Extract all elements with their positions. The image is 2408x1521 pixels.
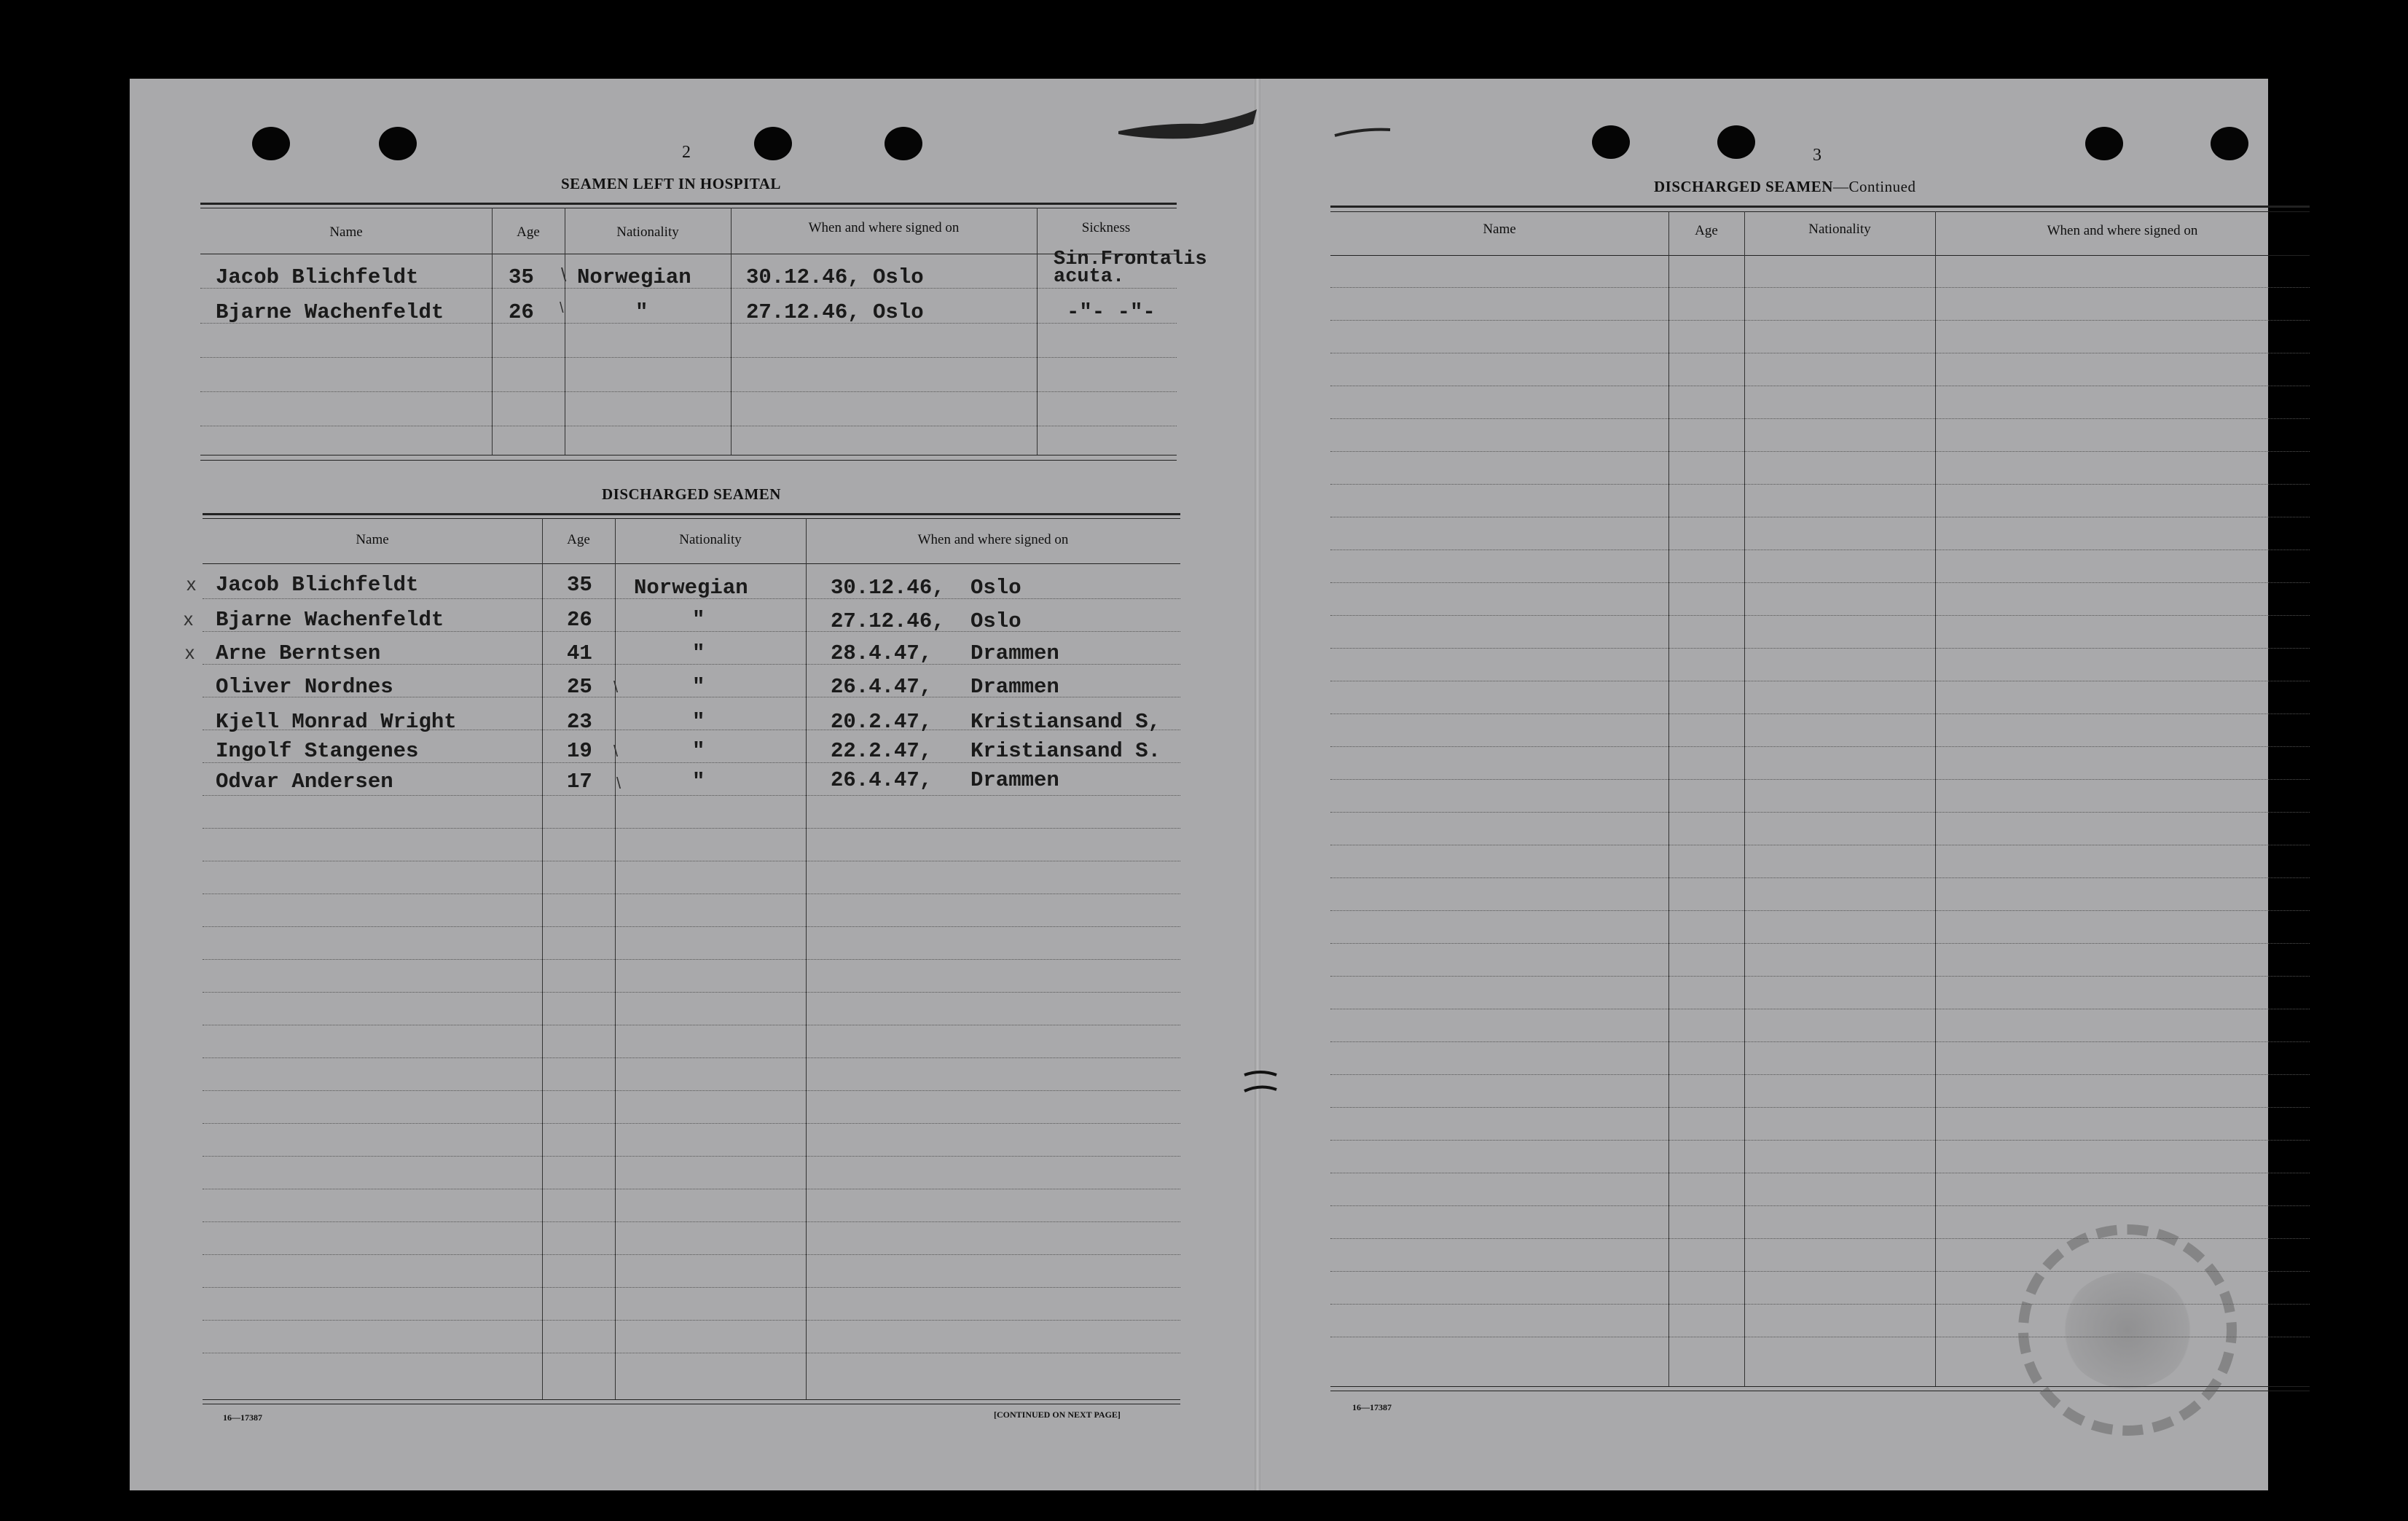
- seaman-signed-date: 30.12.46,: [831, 576, 945, 600]
- seaman-name: Ingolf Stangenes: [216, 739, 419, 763]
- x-mark: x: [184, 608, 193, 630]
- seaman-nationality: ": [692, 710, 705, 734]
- continued-note: [CONTINUED ON NEXT PAGE]: [994, 1409, 1121, 1420]
- hospital-age: 26: [509, 300, 534, 324]
- col-header-name: Name: [329, 224, 363, 240]
- seaman-name: Arne Berntsen: [216, 641, 381, 665]
- punch-hole: [2211, 127, 2248, 160]
- hospital-age: 35: [509, 265, 534, 289]
- seaman-signed-place: Kristiansand S.: [970, 739, 1161, 763]
- seaman-age: 35: [567, 573, 592, 597]
- seaman-nationality: ": [692, 608, 705, 632]
- seaman-signed-place: Drammen: [970, 641, 1059, 665]
- seaman-signed-date: 28.4.47,: [831, 641, 933, 665]
- seaman-age: 26: [567, 608, 592, 632]
- col-header-age: Age: [1695, 223, 1718, 238]
- seaman-age: 19: [567, 739, 592, 763]
- seaman-nationality: Norwegian: [634, 576, 748, 600]
- seaman-signed-date: 27.12.46,: [831, 609, 945, 633]
- seaman-nationality: ": [692, 675, 705, 699]
- check-mark: \: [613, 678, 619, 696]
- col-header-name: Name: [356, 532, 389, 547]
- check-mark: \: [561, 264, 567, 286]
- col-header-nationality: Nationality: [616, 224, 679, 240]
- hospital-sickness: -"- -"-: [1067, 300, 1156, 324]
- seaman-signed-place: Drammen: [970, 675, 1059, 699]
- x-mark: x: [185, 641, 195, 663]
- pencil-mark: [1333, 122, 1392, 144]
- hospital-signed-on: 27.12.46, Oslo: [746, 300, 924, 324]
- punch-hole: [1592, 125, 1630, 159]
- check-mark: \: [616, 774, 621, 792]
- seaman-age: 17: [567, 770, 592, 794]
- seaman-nationality: ": [692, 641, 705, 665]
- col-header-signed-on: When and where signed on: [2047, 223, 2198, 238]
- seaman-signed-date: 20.2.47,: [831, 710, 933, 734]
- punch-hole: [754, 127, 792, 160]
- x-mark: x: [187, 573, 196, 595]
- discharged-continued-title: [1654, 178, 1915, 196]
- seaman-signed-place: Oslo: [970, 609, 1021, 633]
- hospital-table: [200, 203, 1177, 462]
- hospital-section-title: SEAMEN LEFT IN HOSPITAL: [561, 175, 781, 192]
- seaman-name: Oliver Nordnes: [216, 675, 393, 699]
- hospital-nationality: Norwegian: [577, 265, 691, 289]
- col-header-age: Age: [567, 532, 590, 547]
- punch-hole: [2085, 127, 2123, 160]
- seaman-name: Jacob Blichfeldt: [216, 573, 419, 597]
- check-mark: \: [613, 742, 619, 760]
- col-header-nationality: Nationality: [1808, 222, 1871, 237]
- hospital-nationality: ": [635, 300, 648, 324]
- col-header-age: Age: [517, 224, 540, 240]
- hospital-signed-on: 30.12.46, Oslo: [746, 265, 924, 289]
- seaman-name: Bjarne Wachenfeldt: [216, 608, 444, 632]
- hospital-sickness: Sin.Frontalis acuta.: [1054, 249, 1207, 288]
- col-header-sickness: Sickness: [1081, 220, 1131, 235]
- col-header-signed-on: When and where signed on: [917, 532, 1069, 547]
- seaman-name: Odvar Andersen: [216, 770, 393, 794]
- check-mark: \: [560, 300, 564, 316]
- seaman-age: 25: [567, 675, 592, 699]
- page-number: 3: [1813, 146, 1821, 165]
- hospital-name: Bjarne Wachenfeldt: [216, 300, 444, 324]
- fold-mark: [1239, 1068, 1282, 1097]
- hospital-name: Jacob Blichfeldt: [216, 265, 419, 289]
- seaman-signed-place: Drammen: [970, 768, 1059, 792]
- punch-hole: [1717, 125, 1755, 159]
- page-fold: [1255, 79, 1260, 1490]
- col-header-name: Name: [1483, 222, 1516, 237]
- seaman-name: Kjell Monrad Wright: [216, 710, 457, 734]
- seaman-signed-date: 26.4.47,: [831, 768, 933, 792]
- seaman-nationality: ": [692, 739, 705, 763]
- form-number: 16—17387: [223, 1412, 262, 1423]
- page-number: 2: [682, 143, 691, 162]
- seaman-signed-date: 26.4.47,: [831, 675, 933, 699]
- seaman-signed-place: Oslo: [970, 576, 1021, 600]
- ink-smudge: [1115, 102, 1260, 146]
- form-number: 16—17387: [1352, 1402, 1392, 1412]
- discharged-section-title: DISCHARGED SEAMEN: [602, 485, 781, 503]
- seaman-nationality: ": [692, 770, 705, 794]
- seaman-signed-place: Kristiansand S,: [970, 710, 1161, 734]
- section-title: DISCHARGED SEAMEN: [1654, 178, 1833, 195]
- col-header-signed-on: When and where signed on: [808, 220, 960, 235]
- official-stamp-center: [2062, 1272, 2193, 1388]
- punch-hole: [252, 127, 290, 160]
- col-header-nationality: Nationality: [679, 532, 742, 547]
- section-title-suffix: —Continued: [1832, 178, 1916, 195]
- seaman-age: 23: [567, 710, 592, 734]
- seaman-signed-date: 22.2.47,: [831, 739, 933, 763]
- seaman-age: 41: [567, 641, 592, 665]
- punch-hole: [885, 127, 922, 160]
- punch-hole: [379, 127, 417, 160]
- discharged-continued-table: [1330, 206, 2310, 1393]
